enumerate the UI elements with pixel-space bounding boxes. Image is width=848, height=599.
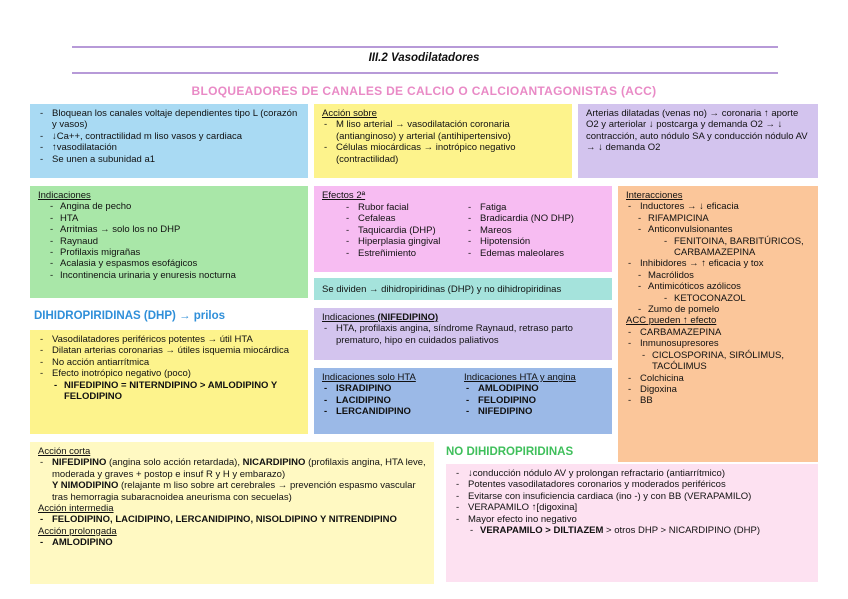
main-title: BLOQUEADORES DE CANALES DE CALCIO O CALCIOANTAGONISTAS (ACC) — [191, 84, 657, 98]
no-dhp-item: - Evitarse con insuficiencia cardiaca (ino -) y con BB (VERAPAMILO) — [454, 491, 810, 502]
nifedipino-title-bold: (NIFEDIPINO) — [377, 312, 439, 323]
arterias-box — [578, 104, 818, 178]
hta-drug: - ISRADIPINO — [322, 383, 462, 394]
nifedipino-item: - HTA, profilaxis angina, síndrome Raynaud, retraso parto prematuro, hipo en cuidados paliativos — [322, 323, 604, 346]
efectos-title: Efectos 2ª — [322, 190, 366, 201]
dhp-sub-item: - NIFEDIPINO = NITERNDIPINO > AMLODIPINO Y FELODIPINO — [52, 380, 300, 403]
hta-col2-list — [464, 383, 608, 417]
hta-drug: - FELODIPINO — [464, 395, 608, 406]
inductores-list — [636, 213, 810, 236]
indicaciones-list — [48, 201, 300, 281]
efecto-item: - Cefaleas — [344, 213, 484, 224]
inductores-label: - Inductores → ↓ eficacia — [626, 201, 810, 212]
dhp-box — [30, 330, 308, 434]
no-dhp-sub-list — [468, 525, 810, 536]
hta-box — [314, 368, 612, 434]
indicacion-item: - Angina de pecho — [48, 201, 300, 212]
no-dhp-item: - ↓conducción nódulo AV y prolongan refractario (antiarrítmico) — [454, 468, 810, 479]
inductor-item: - Anticonvulsionantes — [636, 224, 810, 235]
azol-item: - KETOCONAZOL — [662, 293, 810, 304]
dhp-heading: DIHIDROPIRIDINAS (DHP) → prilos — [34, 310, 226, 322]
nicardipino-label: NICARDIPINO — [242, 457, 306, 469]
no-dhp-heading: NO DIHIDROPIRIDINAS — [446, 446, 574, 458]
verapamilo-diltiazem: VERAPAMILO > DILTIAZEM — [480, 525, 604, 537]
dhp-sub-list — [52, 380, 300, 403]
efectos-box — [314, 186, 612, 272]
interacciones-title: Interacciones — [626, 190, 683, 201]
dhp-item: - Efecto inotrópico negativo (poco) — [38, 368, 300, 379]
dividen-text: Se dividen → dihidropiridinas (DHP) y no dihidropiridinas — [322, 284, 562, 295]
dhp-item: - No acción antiarrítmica — [38, 357, 300, 368]
acc-title: ACC pueden ↑ efecto — [626, 315, 717, 327]
hta-col1-title: Indicaciones solo HTA — [322, 372, 416, 383]
efecto-item: - Mareos — [466, 225, 608, 236]
no-dhp-list — [454, 468, 810, 525]
dividen-box — [314, 278, 612, 300]
pomelo-list — [636, 304, 810, 315]
no-dhp-sub-text: > otros DHP > NICARDIPINO (DHP) — [603, 525, 761, 537]
no-dhp-sub-item — [468, 525, 810, 536]
hta-drug: - LACIDIPINO — [322, 395, 462, 406]
title-divider — [72, 72, 778, 74]
anticonv-list — [662, 236, 810, 259]
indicacion-item: - HTA — [48, 213, 300, 224]
hta-col1-list — [322, 383, 462, 417]
mechanism-item: - Bloquean los canales voltaje dependientes tipo L (corazón y vasos) — [38, 108, 300, 131]
acc-item: - CARBAMAZEPINA — [626, 327, 810, 338]
inhibidor-item: - Antimicóticos azólicos — [636, 281, 810, 292]
no-dhp-item: - VERAPAMILO ↑[digoxina] — [454, 502, 810, 513]
nifedipino-label: NIFEDIPINO — [52, 457, 107, 469]
no-dhp-item: - Mayor efecto ino negativo — [454, 514, 810, 525]
mechanism-item: - ↓Ca++, contractilidad m liso vasos y cardiaca — [38, 131, 300, 142]
nicardipino-text: (profilaxis angina, HTA leve, moderada y graves + postop e insuf R y H y embarazo) — [52, 457, 426, 480]
dhp-list — [38, 334, 300, 380]
hta-drug: - AMLODIPINO — [464, 383, 608, 394]
indicacion-item: - Raynaud — [48, 236, 300, 247]
accion-item: - M liso arterial → vasodilatación coronaria (antianginoso) y arterial (antihipertensivo) — [322, 119, 564, 142]
nimodipino-label: Y NIMODIPINO — [52, 480, 119, 492]
accion-corta-box — [30, 442, 434, 584]
efecto-item: - Hiperplasia gingival — [344, 236, 484, 247]
acc-item: - Inmunosupresores — [626, 338, 810, 349]
acc-item: - Colchicina — [626, 373, 810, 384]
acc-list-2 — [626, 373, 810, 407]
accion-corta-item — [38, 457, 426, 480]
interacciones-list — [626, 201, 810, 212]
accion-prolongada-list — [38, 537, 426, 548]
indicacion-item: - Incontinencia urinaria y enuresis nocturna — [48, 270, 300, 281]
indicacion-item: - Acalasia y espasmos esofágicos — [48, 258, 300, 269]
efectos-col1 — [344, 202, 484, 259]
inmuno-list — [640, 350, 810, 373]
efecto-item: - Bradicardia (NO DHP) — [466, 213, 608, 224]
inductor-item: - RIFAMPICINA — [636, 213, 810, 224]
acc-item: - Digoxina — [626, 384, 810, 395]
hta-col1 — [322, 372, 462, 418]
no-dhp-box — [446, 464, 818, 582]
dhp-item: - Vasodilatadores periféricos potentes → útil HTA — [38, 334, 300, 345]
accion-corta-title: Acción corta — [38, 446, 91, 457]
inhibidores-label: - Inhibidores → ↑ eficacia y tox — [626, 258, 810, 269]
indicaciones-title: Indicaciones — [38, 190, 91, 201]
no-dhp-item: - Potentes vasodilatadores coronarios y moderados periféricos — [454, 479, 810, 490]
nifedipino-title — [322, 312, 604, 323]
indicacion-item: - Profilaxis migrañas — [48, 247, 300, 258]
nifedipino-title-plain: Indicaciones — [322, 312, 378, 323]
accion-intermedia-item: - FELODIPINO, LACIDIPINO, LERCANIDIPINO, NISOLDIPINO Y NITRENDIPINO — [38, 514, 426, 525]
arterias-text: Arterias dilatadas (venas no) → coronaria ↑ aporte O2 y arteriolar ↓ postcarga y demanda O2 → ↓ contracción, auto nódulo SA y conducción nódulo AV → ↓ demanda O2 — [586, 108, 808, 154]
mechanism-item: - Se unen a subunidad a1 — [38, 154, 300, 165]
mechanism-box — [30, 104, 308, 178]
inhibidores-list — [636, 270, 810, 293]
acc-list — [626, 327, 810, 350]
inhibidor-item: - Macrólidos — [636, 270, 810, 281]
dhp-item: - Dilatan arterias coronarias → útiles isquemia miocárdica — [38, 345, 300, 356]
hta-col2 — [464, 372, 608, 418]
hta-drug: - LERCANIDIPINO — [322, 406, 462, 417]
accion-title: Acción sobre — [322, 108, 377, 119]
efecto-item: - Hipotensión — [466, 236, 608, 247]
efecto-item: - Edemas maleolares — [466, 248, 608, 259]
nifedipino-text: (angina solo acción retardada), — [106, 457, 243, 469]
inhibidores-wrap — [626, 258, 810, 269]
accion-item: - Células miocárdicas → inotrópico negativo (contractilidad) — [322, 142, 564, 165]
azol-list — [662, 293, 810, 304]
accion-box — [314, 104, 572, 178]
anticonv-item: - FENITOINA, BARBITÚRICOS, CARBAMAZEPINA — [662, 236, 810, 259]
efecto-item: - Taquicardia (DHP) — [344, 225, 484, 236]
accion-corta-list — [38, 457, 426, 480]
efecto-item: - Rubor facial — [344, 202, 484, 213]
pomelo-item: - Zumo de pomelo — [636, 304, 810, 315]
accion-list — [322, 119, 564, 165]
efecto-item: - Estreñimiento — [344, 248, 484, 259]
efectos-col2 — [466, 202, 608, 259]
top-divider — [72, 46, 778, 48]
mechanism-list — [38, 108, 300, 165]
hta-drug: - NIFEDIPINO — [464, 406, 608, 417]
accion-prolongada-title: Acción prolongada — [38, 525, 117, 537]
acc-item: - BB — [626, 395, 810, 406]
nimodipino-line — [38, 480, 426, 503]
hta-col2-title: Indicaciones HTA y angina — [464, 372, 576, 383]
accion-prolongada-item: - AMLODIPINO — [38, 537, 426, 548]
efecto-item: - Fatiga — [466, 202, 608, 213]
indicacion-item: - Arritmias → solo los no DHP — [48, 224, 300, 235]
inmuno-item: - CICLOSPORINA, SIRÓLIMUS, TACÓLIMUS — [640, 350, 810, 373]
section-title: III.2 Vasodilatadores — [368, 52, 480, 64]
accion-intermedia-list — [38, 514, 426, 525]
nifedipino-list — [322, 323, 604, 346]
interacciones-box — [618, 186, 818, 462]
accion-intermedia-title: Acción intermedia — [38, 503, 114, 515]
mechanism-item: - ↑vasodilatación — [38, 142, 300, 153]
indicaciones-box — [30, 186, 308, 298]
nimodipino-text: (relajante m liso sobre art cerebrales → prevención espasmo vascular tras hemorragia subaracnoidea aneurisma con secuelas) — [52, 480, 416, 503]
nifedipino-box — [314, 308, 612, 360]
